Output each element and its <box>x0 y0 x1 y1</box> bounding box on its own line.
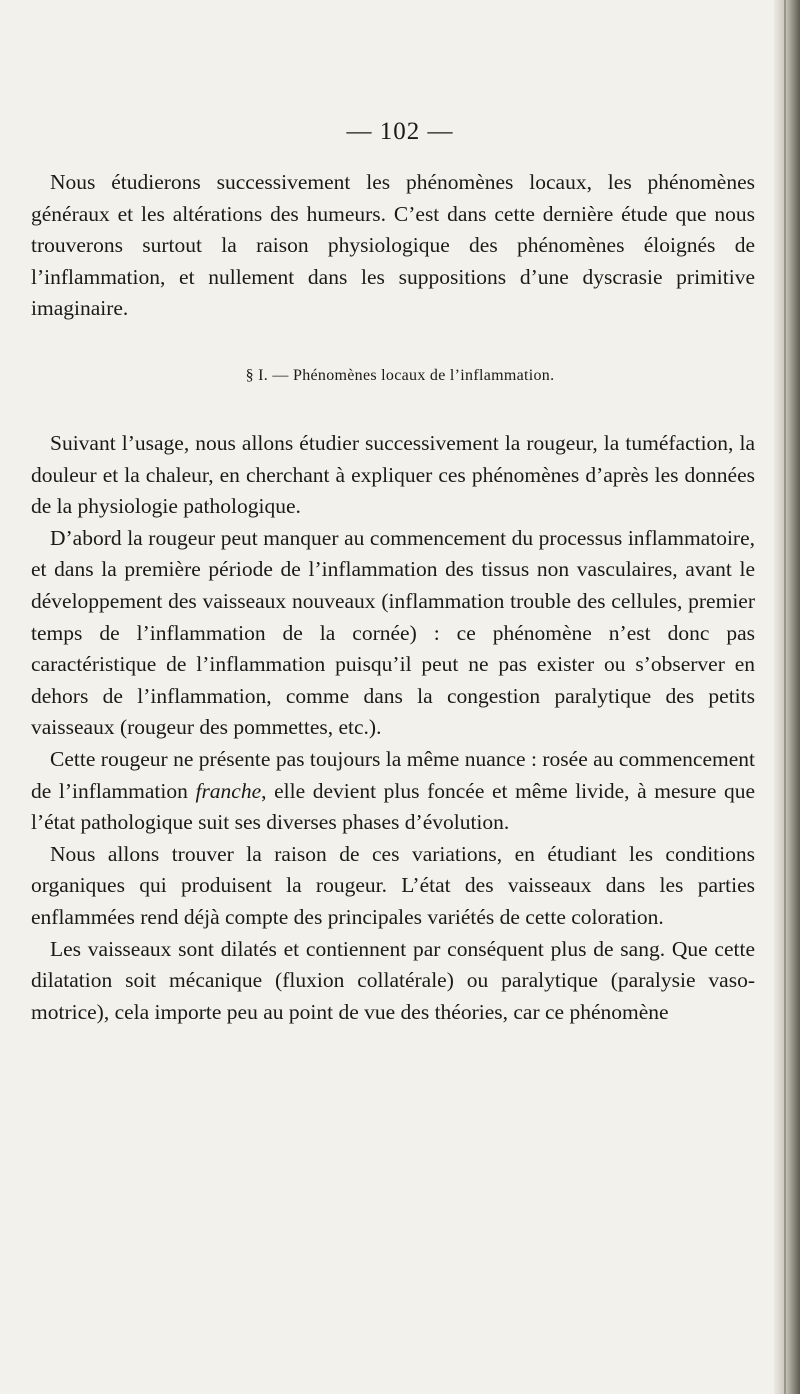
page-binding-line <box>784 0 786 1394</box>
page-edge-shadow <box>774 0 800 1394</box>
paragraph-usage: Suivant l’usage, nous allons étudier successivement la rougeur, la tuméfaction, la douleur et la chaleur, en cherchant à expliquer ces phénomènes d’après les données de la physiologie pathologique. <box>31 431 755 519</box>
italic-franche: franche <box>195 778 262 803</box>
paragraph-nuance-start: Cette rougeur ne présente pas toujours la même nuance : rosée au commencement de l’inflammation <box>31 746 755 803</box>
section-heading: § I. — Phénomènes locaux de l’inflammation. <box>245 367 555 384</box>
paragraph-vaisseaux: Les vaisseaux sont dilatés et contiennent par conséquent plus de sang. Que cette dilatation soit mécanique (fluxion collatérale) ou paralytique (paralysie vaso-motrice), cela importe peu au point de vue des théories, car ce phénomène <box>31 936 755 1024</box>
paragraph-rougeur: D’abord la rougeur peut manquer au commencement du processus inflammatoire, et dans la première période de l’inflammation des tissus non vasculaires, avant le développement des vaisseaux nouveaux (inflammation trouble des cellules, premier temps de l’inflammation de la cornée) : ce phénomène n’est donc pas caractéristique de l’inflammation puisqu’il peut ne pas exister ou s’observer en dehors de l’inflammation, comme dans la congestion paralytique des petits vaisseaux (rougeur des pommettes, etc.). <box>31 525 755 740</box>
paragraph-nuance-end: , elle devient plus foncée et même livide, à mesure que l’état pathologique suit ses diverses phases d’évolution. <box>31 778 756 835</box>
paragraph-nuance <box>31 744 755 839</box>
intro-paragraph: Nous étudierons successivement les phénomènes locaux, les phénomènes généraux et les altérations des humeurs. C’est dans cette dernière étude que nous trouverons surtout la raison physiologique des phénomènes éloignés de l’inflammation, et nullement dans les suppositions d’une dyscrasie primitive imaginaire. <box>31 170 755 321</box>
body-text <box>31 428 755 1028</box>
paragraph-variations: Nous allons trouver la raison de ces variations, en étudiant les conditions organiques qui produisent la rougeur. L’état des vaisseaux dans les parties enflammées rend déjà compte des principales variétés de cette coloration. <box>31 841 755 929</box>
page-number: — 102 — <box>346 118 454 145</box>
